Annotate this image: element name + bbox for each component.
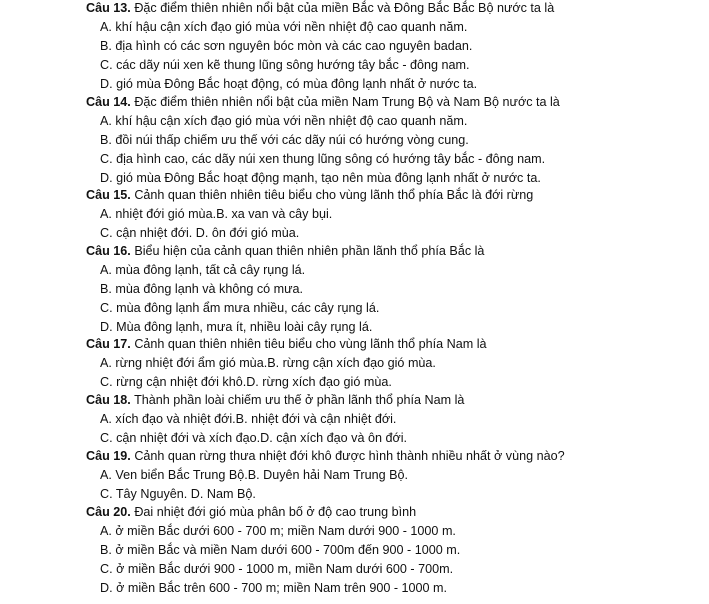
question-text: Thành phần loài chiếm ưu thế ở phần lãnh thổ phía Nam là — [134, 393, 465, 407]
answer-option: B. đồi núi thấp chiếm ưu thế với các dãy núi có hướng vòng cung. — [100, 133, 469, 147]
answer-option: A. mùa đông lạnh, tất cả cây rụng lá. — [100, 263, 306, 277]
question-number: Câu 20. — [86, 505, 131, 519]
answer-option: B. địa hình có các sơn nguyên bóc mòn và các cao nguyên badan. — [100, 39, 473, 53]
answer-option: C. Tây Nguyên. D. Nam Bộ. — [100, 487, 256, 501]
answer-option: A. ở miền Bắc dưới 600 - 700 m; miền Nam dưới 900 - 1000 m. — [100, 524, 456, 538]
question-number: Câu 19. — [86, 449, 131, 463]
answer-option: A. xích đạo và nhiệt đới.B. nhiệt đới và cận nhiệt đới. — [100, 412, 397, 426]
question-text: Cảnh quan rừng thưa nhiệt đới khô được hình thành nhiều nhất ở vùng nào? — [134, 449, 565, 463]
answer-option: D. gió mùa Đông Bắc hoạt động mạnh, tạo nên mùa đông lạnh nhất ở nước ta. — [100, 171, 541, 185]
question-17-stem — [86, 336, 487, 352]
question-13-stem — [86, 0, 554, 16]
answer-option: C. cận nhiệt đới. D. ôn đới gió mùa. — [100, 226, 300, 240]
answer-option: A. nhiệt đới gió mùa.B. xa van và cây bụi. — [100, 207, 333, 221]
question-text: Đặc điểm thiên nhiên nổi bật của miền Bắc và Đông Bắc Bắc Bộ nước ta là — [134, 1, 555, 15]
question-19-stem — [86, 448, 565, 464]
answer-option: C. cận nhiệt đới và xích đạo.D. cận xích đạo và ôn đới. — [100, 431, 408, 445]
answer-option: C. rừng cận nhiệt đới khô.D. rừng xích đạo gió mùa. — [100, 375, 392, 389]
answer-option: D. Mùa đông lạnh, mưa ít, nhiều loài cây rụng lá. — [100, 320, 373, 334]
answer-option: A. khí hậu cận xích đạo gió mùa với nền nhiệt độ cao quanh năm. — [100, 20, 468, 34]
answer-option: C. địa hình cao, các dãy núi xen thung lũng sông có hướng tây bắc - đông nam. — [100, 152, 546, 166]
answer-option: B. mùa đông lạnh và không có mưa. — [100, 282, 304, 296]
question-number: Câu 17. — [86, 337, 131, 351]
question-text: Cảnh quan thiên nhiên tiêu biểu cho vùng lãnh thổ phía Bắc là đới rừng — [134, 188, 534, 202]
answer-option: B. ở miền Bắc và miền Nam dưới 600 - 700m đến 900 - 1000 m. — [100, 543, 461, 557]
answer-option: A. khí hậu cận xích đạo gió mùa với nền nhiệt độ cao quanh năm. — [100, 114, 468, 128]
question-number: Câu 13. — [86, 1, 131, 15]
question-18-stem — [86, 392, 464, 408]
question-text: Cảnh quan thiên nhiên tiêu biểu cho vùng lãnh thổ phía Nam là — [134, 337, 487, 351]
answer-option: A. rừng nhiệt đới ẩm gió mùa.B. rừng cận xích đạo gió mùa. — [100, 356, 436, 370]
question-16-stem — [86, 243, 484, 259]
question-15-stem — [86, 187, 533, 203]
question-text: Đặc điểm thiên nhiên nổi bật của miền Nam Trung Bộ và Nam Bộ nước ta là — [134, 95, 560, 109]
answer-option: A. Ven biển Bắc Trung Bộ.B. Duyên hải Nam Trung Bộ. — [100, 468, 409, 482]
answer-option: C. mùa đông lạnh ẩm mưa nhiều, các cây rụng lá. — [100, 301, 380, 315]
answer-option: C. ở miền Bắc dưới 900 - 1000 m, miền Nam dưới 600 - 700m. — [100, 562, 454, 576]
question-number: Câu 14. — [86, 95, 131, 109]
answer-option: C. các dãy núi xen kẽ thung lũng sông hướng tây bắc - đông nam. — [100, 58, 470, 72]
question-number: Câu 15. — [86, 188, 131, 202]
question-14-stem — [86, 94, 560, 110]
question-text: Đai nhiệt đới gió mùa phân bố ở độ cao trung bình — [134, 505, 417, 519]
question-number: Câu 16. — [86, 244, 131, 258]
question-number: Câu 18. — [86, 393, 131, 407]
question-text: Biểu hiện của cảnh quan thiên nhiên phần lãnh thổ phía Bắc là — [134, 244, 485, 258]
question-20-stem — [86, 504, 416, 520]
answer-option: D. gió mùa Đông Bắc hoạt động, có mùa đông lạnh nhất ở nước ta. — [100, 77, 478, 91]
answer-option: D. ở miền Bắc trên 600 - 700 m; miền Nam trên 900 - 1000 m. — [100, 581, 448, 595]
